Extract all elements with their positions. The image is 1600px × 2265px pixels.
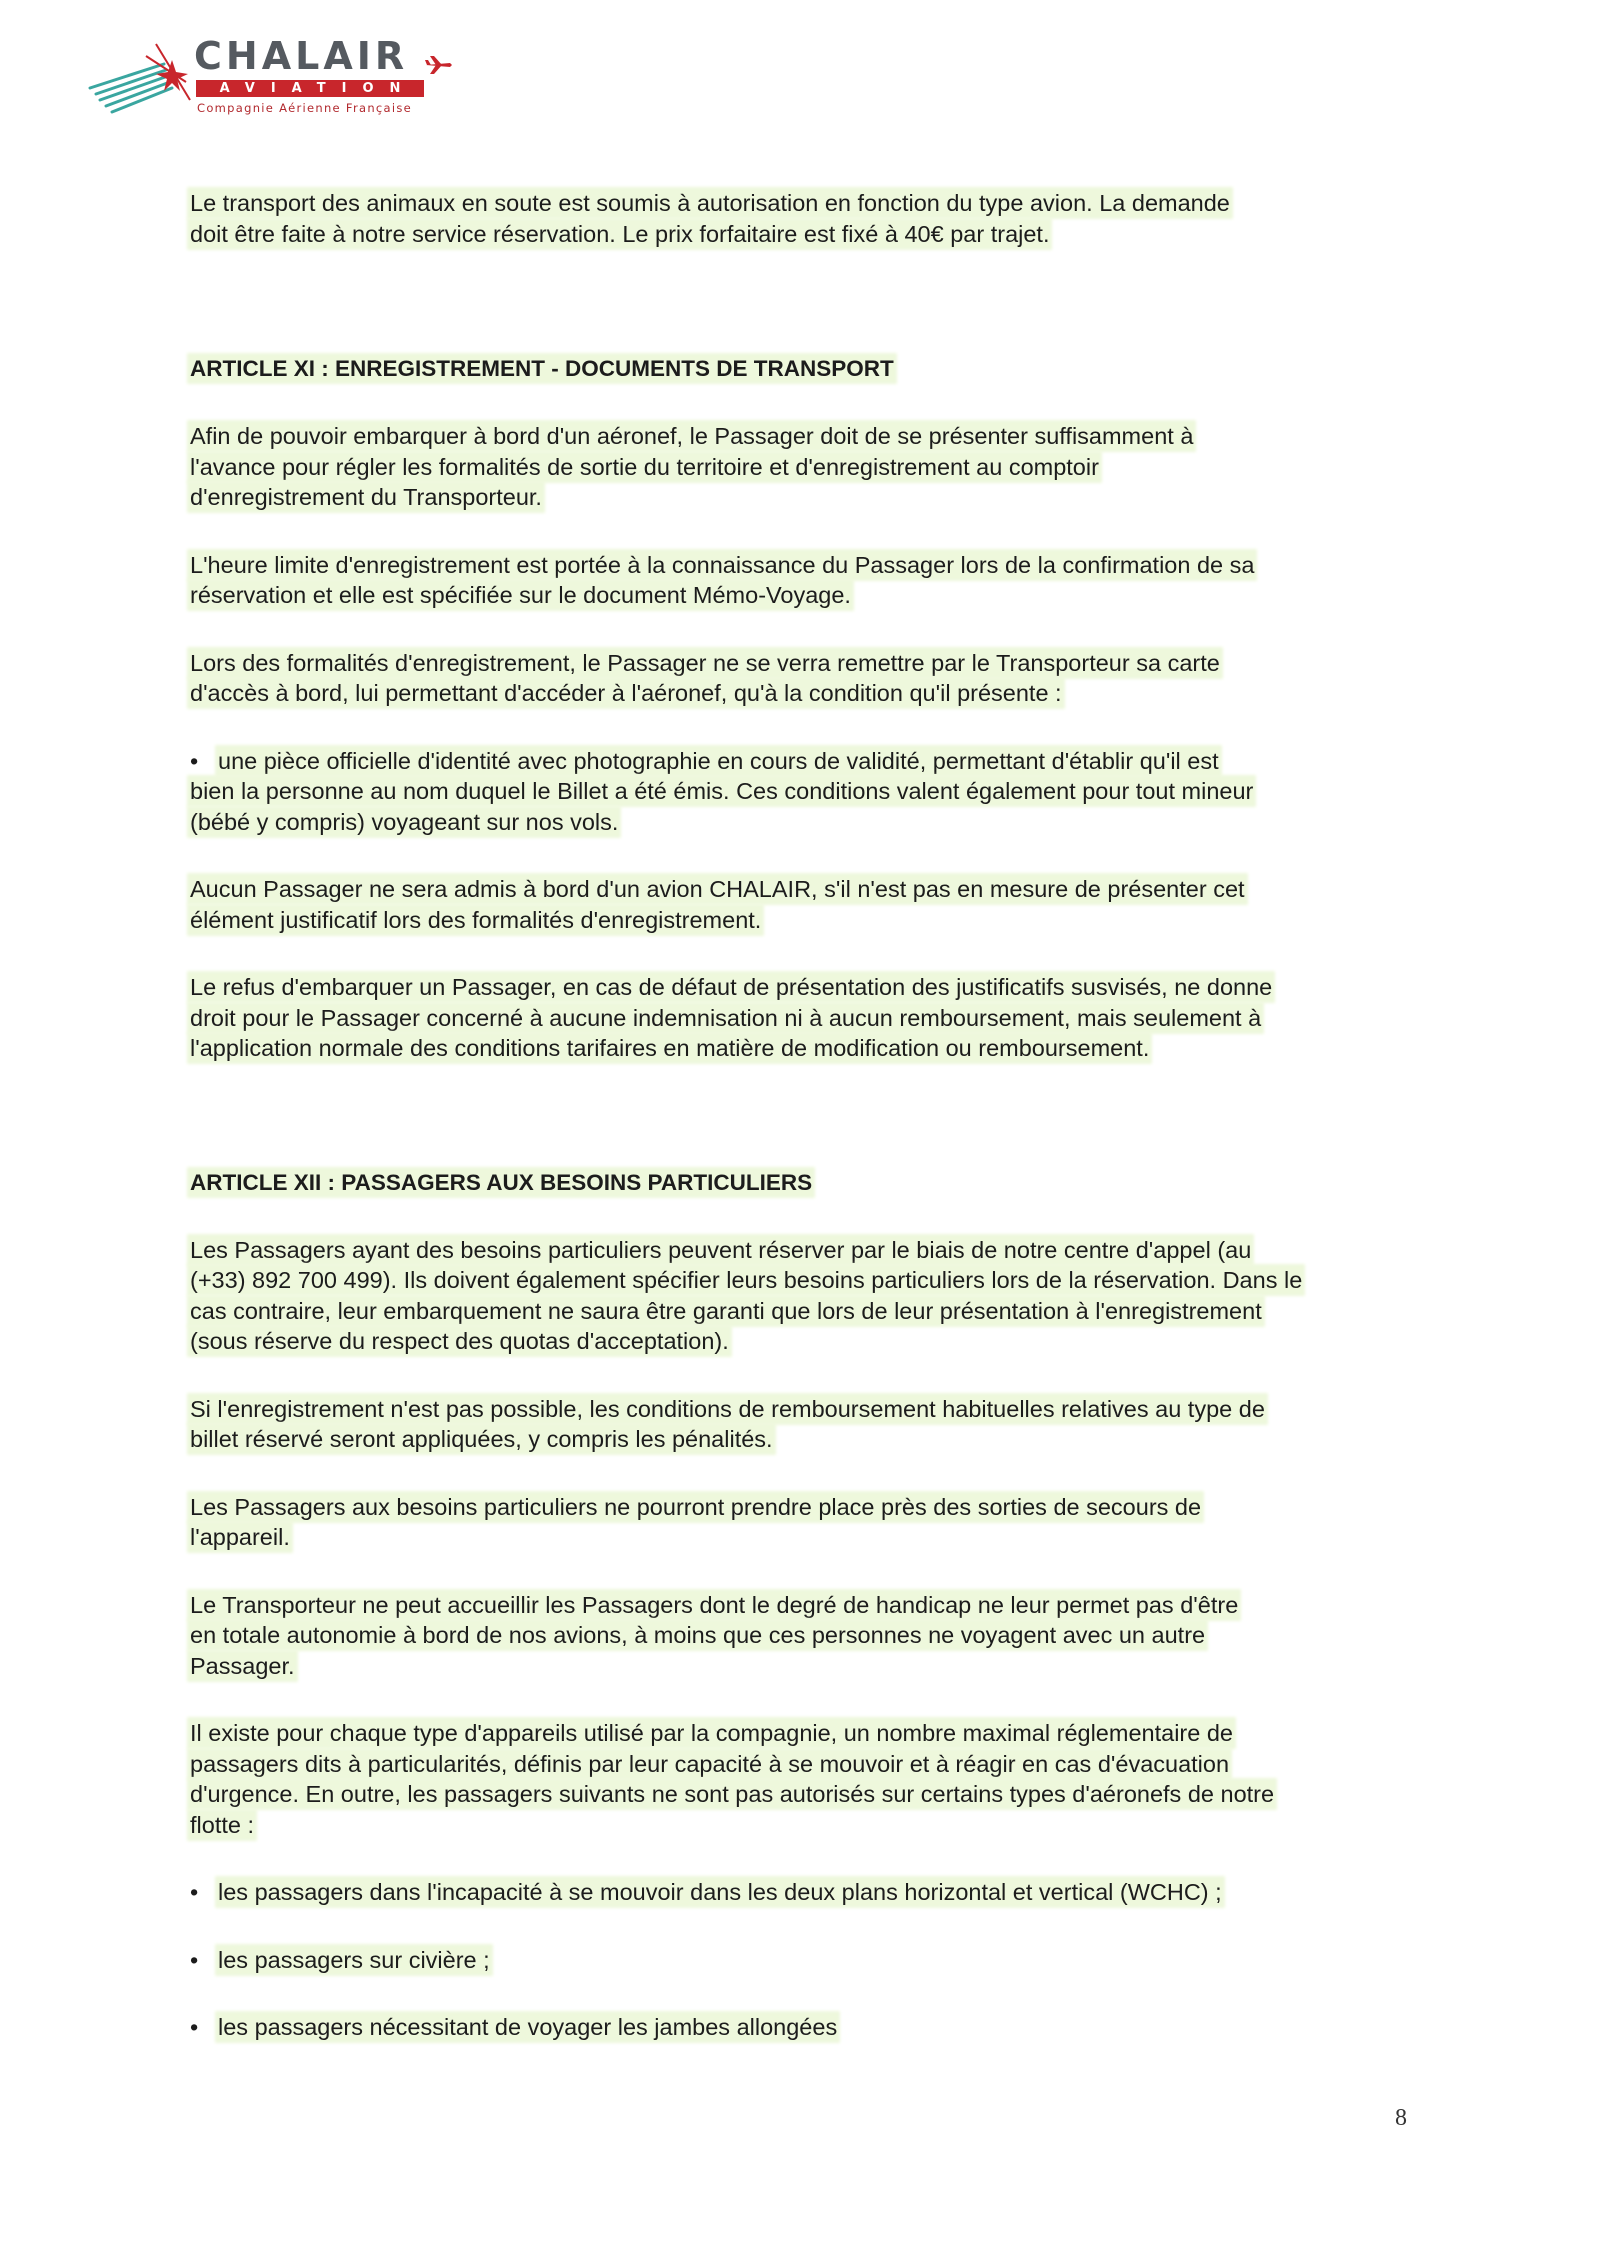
paragraph <box>190 1492 1410 1553</box>
company-logo <box>86 30 456 125</box>
paragraph <box>190 550 1410 611</box>
article-12-heading: ARTICLE XII : PASSAGERS AUX BESOINS PARTICULIERS <box>190 1169 813 1195</box>
logo-swoosh-icon <box>86 30 196 125</box>
text-line: d'accès à bord, lui permettant d'accéder à l'aéronef, qu'à la condition qu'il présente : <box>190 680 1062 706</box>
text-line: d'urgence. En outre, les passagers suivants ne sont pas autorisés sur certains types d'aéronefs de notre <box>190 1781 1275 1807</box>
text-line: (+33) 892 700 499). Ils doivent également spécifier leurs besoins particuliers lors de la réservation. Dans le <box>190 1267 1303 1293</box>
paragraph <box>190 1235 1410 1357</box>
bullet-item <box>190 1877 1410 1908</box>
text-line: billet réservé seront appliquées, y compris les pénalités. <box>190 1426 773 1452</box>
bullet-icon: • <box>190 1879 199 1905</box>
text-line: en totale autonomie à bord de nos avions, à moins que ces personnes ne voyagent avec un autre <box>190 1622 1206 1648</box>
text-line: L'heure limite d'enregistrement est portée à la connaissance du Passager lors de la confirmation de sa <box>190 551 1255 578</box>
text-line: les passagers sur civière ; <box>218 1946 490 1973</box>
bullet-icon: • <box>190 747 199 774</box>
text-line: (sous réserve du respect des quotas d'acceptation). <box>190 1328 729 1354</box>
text-line: flotte : <box>190 1811 255 1838</box>
text-line: Si l'enregistrement n'est pas possible, les conditions de remboursement habituelles relatives au type de <box>190 1395 1265 1422</box>
text-line: cas contraire, leur embarquement ne saura être garanti que lors de leur présentation à l'enregistrement <box>190 1297 1262 1324</box>
article-11-heading: ARTICLE XI : ENREGISTREMENT - DOCUMENTS DE TRANSPORT <box>190 356 894 381</box>
bullet-item <box>190 1945 1410 1976</box>
paragraph <box>190 1590 1410 1682</box>
intro-paragraph <box>190 188 1410 249</box>
text-line: Lors des formalités d'enregistrement, le Passager ne se verra remettre par le Transporteur sa carte <box>190 649 1220 676</box>
text-line: bien la personne au nom duquel le Billet a été émis. Ces conditions valent également pour tout mineur <box>190 778 1254 804</box>
text-line: l'avance pour régler les formalités de sortie du territoire et d'enregistrement au comptoir <box>190 453 1099 480</box>
text-line: une pièce officielle d'identité avec photographie en cours de validité, permettant d'établir qu'il est <box>218 747 1219 774</box>
text-line: l'application normale des conditions tarifaires en matière de modification ou remboursement. <box>190 1035 1150 1061</box>
text-line: les passagers dans l'incapacité à se mouvoir dans les deux plans horizontal et vertical (WCHC) ; <box>218 1879 1222 1905</box>
airplane-icon <box>424 54 452 76</box>
document-body <box>190 188 1410 2043</box>
text-line: réservation et elle est spécifiée sur le document Mémo-Voyage. <box>190 582 851 608</box>
text-line: Passager. <box>190 1652 295 1679</box>
paragraph <box>190 1718 1410 1840</box>
text-line: Le Transporteur ne peut accueillir les Passagers dont le degré de handicap ne leur permet pas d'être <box>190 1591 1239 1618</box>
bullet-icon: • <box>190 1946 199 1973</box>
text-line: Les Passagers aux besoins particuliers ne pourront prendre place près des sorties de secours de <box>190 1493 1202 1520</box>
text-line: passagers dits à particularités, définis par leur capacité à se mouvoir et à réagir en cas d'évacuation <box>190 1750 1230 1777</box>
text-line: élément justificatif lors des formalités d'enregistrement. <box>190 906 762 933</box>
logo-title: CHALAIR <box>194 34 409 78</box>
logo-tagline: Compagnie Aérienne Française <box>197 101 413 115</box>
bullet-icon: • <box>190 2014 199 2040</box>
text-line: Aucun Passager ne sera admis à bord d'un avion CHALAIR, s'il n'est pas en mesure de présenter cet <box>190 876 1245 902</box>
page-number: 8 <box>1395 2105 1407 2131</box>
text-line: droit pour le Passager concerné à aucune indemnisation ni à aucun remboursement, mais seulement à <box>190 1004 1262 1031</box>
text-line: Le transport des animaux en soute est soumis à autorisation en fonction du type avion. La demande <box>190 190 1230 216</box>
logo-subtitle: AVIATION <box>219 81 417 96</box>
bullet-item <box>190 2012 1410 2043</box>
paragraph <box>190 648 1410 709</box>
text-line: Il existe pour chaque type d'appareils utilisé par la compagnie, un nombre maximal réglementaire de <box>190 1720 1233 1746</box>
bullet-item <box>190 746 1410 838</box>
text-line: doit être faite à notre service réservation. Le prix forfaitaire est fixé à 40€ par trajet. <box>190 220 1050 247</box>
paragraph <box>190 1394 1410 1455</box>
text-line: Afin de pouvoir embarquer à bord d'un aéronef, le Passager doit de se présenter suffisamment à <box>190 423 1194 449</box>
paragraph <box>190 972 1410 1064</box>
text-line: Les Passagers ayant des besoins particuliers peuvent réserver par le biais de notre centre d'appel (au <box>190 1236 1252 1263</box>
paragraph <box>190 874 1410 935</box>
text-line: les passagers nécessitant de voyager les jambes allongées <box>218 2014 838 2040</box>
text-line: (bébé y compris) voyageant sur nos vols. <box>190 808 619 835</box>
text-line: l'appareil. <box>190 1524 290 1550</box>
paragraph <box>190 421 1410 513</box>
text-line: Le refus d'embarquer un Passager, en cas de défaut de présentation des justificatifs susvisés, ne donne <box>190 974 1273 1000</box>
text-line: d'enregistrement du Transporteur. <box>190 484 542 510</box>
